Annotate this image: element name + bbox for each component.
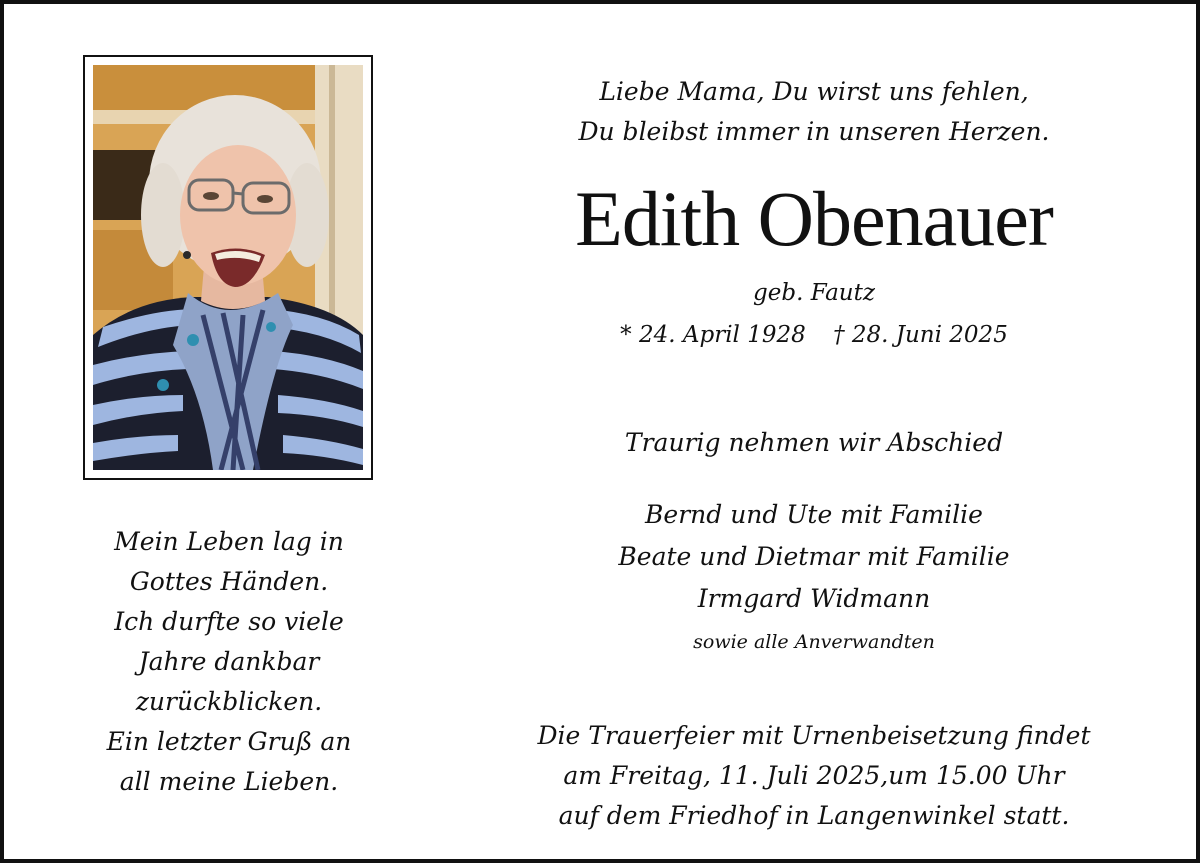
portrait-photo <box>93 65 363 470</box>
mourner-entry: Bernd und Ute mit Familie <box>645 500 983 529</box>
death-date: † 28. Juni 2025 <box>833 322 1008 348</box>
deceased-name: Edith Obenauer <box>575 175 1053 262</box>
service-line: am Freitag, 11. Juli 2025,um 15.00 Uhr <box>563 761 1065 790</box>
portrait-frame <box>83 55 373 480</box>
opening-verse <box>474 72 1154 152</box>
service-line: auf dem Friedhof in Langenwinkel statt. <box>558 801 1070 830</box>
mourners-list <box>474 494 1154 620</box>
motto-line: Mein Leben lag in <box>114 527 344 556</box>
motto-line: Jahre dankbar <box>138 647 320 676</box>
life-dates <box>474 317 1154 353</box>
verse-line: Liebe Mama, Du wirst uns fehlen, <box>599 77 1029 106</box>
maiden-name: geb. Fautz <box>753 280 875 306</box>
mourner-entry: Beate und Dietmar mit Familie <box>618 542 1010 571</box>
service-line: Die Trauerfeier mit Urnenbeisetzung findet <box>537 721 1091 750</box>
service-announcement <box>474 716 1154 836</box>
mourner-entry: Irmgard Widmann <box>697 584 931 613</box>
verse-line: Du bleibst immer in unseren Herzen. <box>578 117 1050 146</box>
relatives-line: sowie alle Anverwandten <box>693 631 935 653</box>
farewell-line: Traurig nehmen wir Abschied <box>624 428 1004 457</box>
motto-line: all meine Lieben. <box>119 767 339 796</box>
motto-line: zurückblicken. <box>135 687 323 716</box>
motto-verse <box>64 522 394 802</box>
birth-date: * 24. April 1928 <box>620 322 806 348</box>
motto-line: Gottes Händen. <box>129 567 329 596</box>
motto-line: Ich durfte so viele <box>114 607 344 636</box>
motto-line: Ein letzter Gruß an <box>106 727 352 756</box>
